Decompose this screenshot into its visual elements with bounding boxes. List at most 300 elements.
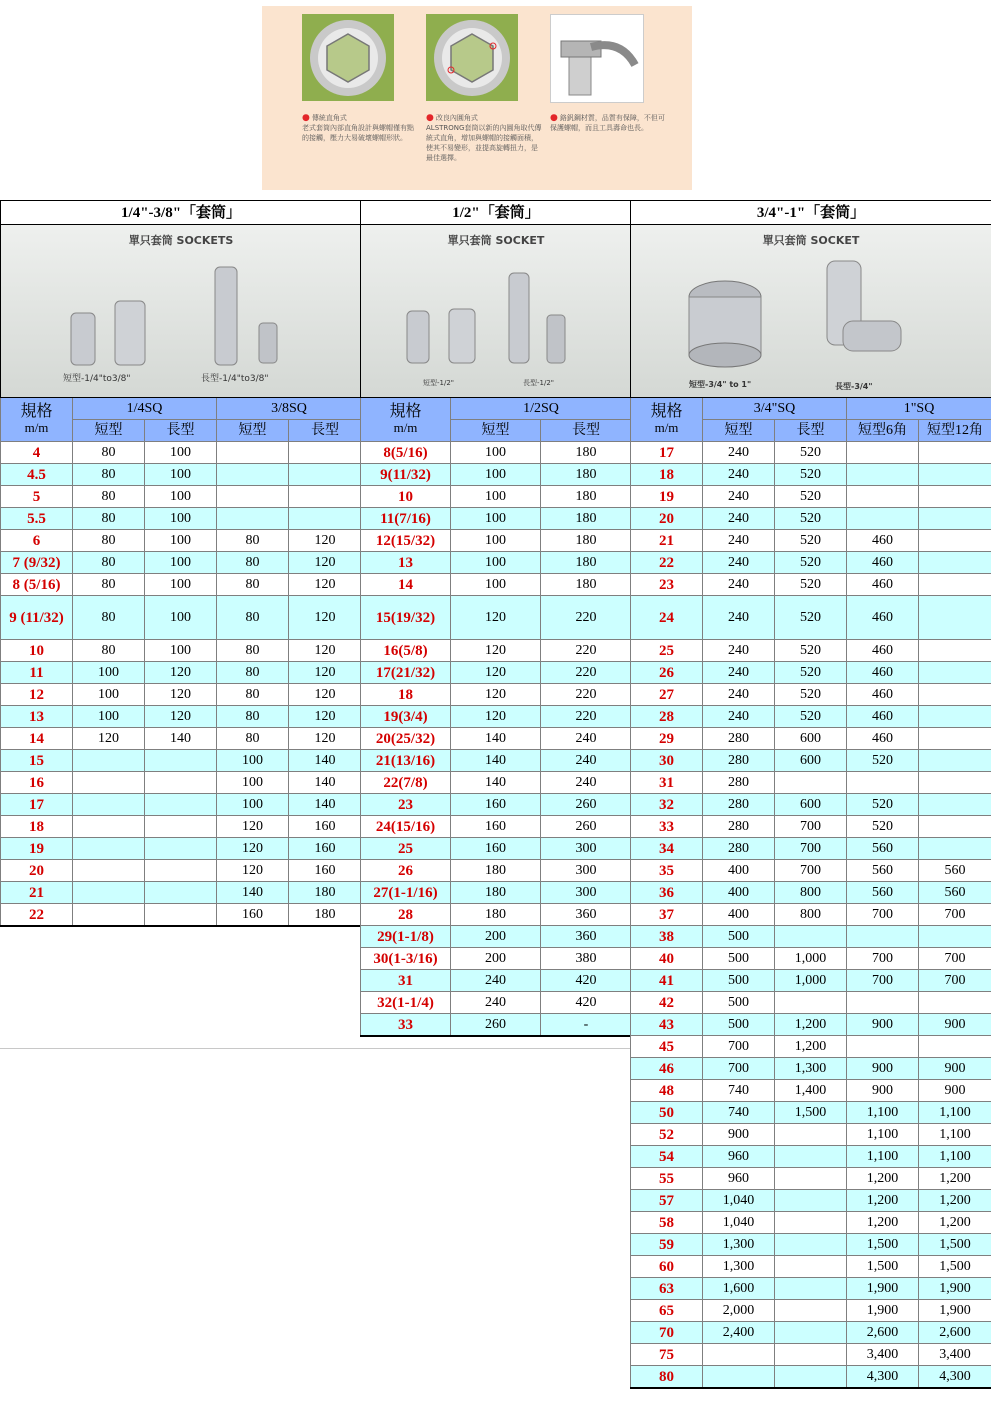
table-row — [631, 794, 991, 816]
size-cell: 33 — [631, 816, 703, 838]
price-cell — [145, 816, 217, 838]
price-cell: 520 — [775, 530, 847, 552]
price-cell: 360 — [541, 904, 632, 926]
price-cell — [775, 1124, 847, 1146]
price-cell: 3,400 — [847, 1344, 919, 1366]
col-header: 短型 — [217, 420, 289, 442]
price-cell — [847, 772, 919, 794]
price-cell — [775, 1146, 847, 1168]
price-cell: 220 — [541, 684, 632, 706]
price-cell: 1,200 — [847, 1168, 919, 1190]
price-cell — [775, 772, 847, 794]
spec-header: 規格 m/m — [631, 398, 703, 442]
price-cell: 240 — [703, 486, 775, 508]
price-cell: 180 — [289, 904, 362, 927]
size-cell: 36 — [631, 882, 703, 904]
price-cell: 100 — [451, 442, 541, 464]
price-cell: 2,600 — [919, 1322, 991, 1344]
price-cell: 960 — [703, 1146, 775, 1168]
size-cell: 19 — [1, 838, 73, 860]
price-cell: 240 — [703, 552, 775, 574]
price-cell: 560 — [847, 860, 919, 882]
price-cell: 520 — [775, 662, 847, 684]
size-cell: 22 — [631, 552, 703, 574]
price-cell: 120 — [289, 684, 362, 706]
price-cell: 500 — [703, 970, 775, 992]
price-cell — [73, 816, 145, 838]
table-row — [361, 1014, 632, 1037]
price-cell: 100 — [451, 574, 541, 596]
table-row — [631, 1278, 991, 1300]
price-cell: 1,900 — [847, 1300, 919, 1322]
table-row — [631, 486, 991, 508]
price-cell: 700 — [847, 970, 919, 992]
price-cell: 80 — [73, 574, 145, 596]
spec-header: 規格 m/m — [1, 398, 73, 442]
price-cell — [703, 1366, 775, 1389]
price-cell — [775, 1256, 847, 1278]
table-row — [1, 750, 362, 772]
size-cell: 40 — [631, 948, 703, 970]
price-cell — [919, 750, 991, 772]
price-cell — [73, 860, 145, 882]
price-cell: 80 — [73, 640, 145, 662]
price-cell: 80 — [73, 530, 145, 552]
price-cell: 120 — [73, 728, 145, 750]
table-row — [631, 816, 991, 838]
price-cell: 80 — [217, 596, 289, 640]
size-cell: 21 — [631, 530, 703, 552]
price-cell: 80 — [73, 442, 145, 464]
price-cell — [775, 1366, 847, 1389]
product-photo — [361, 225, 632, 398]
size-cell: 11 — [1, 662, 73, 684]
price-cell: 220 — [541, 706, 632, 728]
price-cell: 180 — [541, 552, 632, 574]
size-cell: 7 (9/32) — [1, 552, 73, 574]
table-row — [631, 1366, 991, 1389]
price-cell — [73, 750, 145, 772]
price-cell — [919, 442, 991, 464]
price-cell: 460 — [847, 684, 919, 706]
price-cell: 240 — [703, 530, 775, 552]
socket-photo-icon — [631, 225, 990, 397]
price-cell: 1,000 — [775, 970, 847, 992]
table-row — [1, 904, 362, 927]
price-cell: 120 — [145, 684, 217, 706]
price-cell: 140 — [289, 794, 362, 816]
table-row — [1, 596, 362, 640]
table-row — [631, 1300, 991, 1322]
price-cell: 80 — [73, 508, 145, 530]
price-cell: 4,300 — [919, 1366, 991, 1389]
price-cell: 700 — [775, 816, 847, 838]
size-cell: 21(13/16) — [361, 750, 451, 772]
size-cell: 80 — [631, 1366, 703, 1389]
size-cell: 65 — [631, 1300, 703, 1322]
price-cell: 120 — [289, 574, 362, 596]
price-cell: 180 — [541, 442, 632, 464]
price-cell: 1,200 — [775, 1014, 847, 1036]
table-row — [631, 662, 991, 684]
table-row — [361, 662, 632, 684]
price-cell: 120 — [289, 706, 362, 728]
price-cell: 80 — [217, 662, 289, 684]
size-cell: 13 — [361, 552, 451, 574]
size-cell: 29 — [631, 728, 703, 750]
size-cell: 27(1-1/16) — [361, 882, 451, 904]
price-cell: 1,200 — [919, 1168, 991, 1190]
table-row — [631, 1102, 991, 1124]
table-row — [1, 574, 362, 596]
table-row — [631, 838, 991, 860]
price-cell: 800 — [775, 904, 847, 926]
size-cell: 18 — [361, 684, 451, 706]
table-row — [1, 684, 362, 706]
size-cell: 17(21/32) — [361, 662, 451, 684]
price-cell: 100 — [145, 552, 217, 574]
group-header: 1/4SQ — [73, 398, 217, 420]
price-cell: 100 — [145, 640, 217, 662]
price-cell: 120 — [289, 662, 362, 684]
price-cell: 300 — [541, 882, 632, 904]
price-cell: 180 — [541, 574, 632, 596]
price-cell: 400 — [703, 904, 775, 926]
price-cell: 500 — [703, 1014, 775, 1036]
price-cell — [145, 904, 217, 927]
table-row — [631, 948, 991, 970]
size-cell: 45 — [631, 1036, 703, 1058]
table-row — [631, 684, 991, 706]
size-cell: 59 — [631, 1234, 703, 1256]
price-cell — [919, 794, 991, 816]
price-cell: 460 — [847, 662, 919, 684]
table-row — [1, 508, 362, 530]
table-row — [631, 1036, 991, 1058]
intro-banner — [262, 6, 692, 190]
price-cell: 240 — [541, 728, 632, 750]
price-cell: 120 — [451, 596, 541, 640]
price-cell — [847, 926, 919, 948]
table-row — [1, 552, 362, 574]
round-corner-socket-illustration — [426, 14, 518, 101]
price-cell: 140 — [451, 750, 541, 772]
price-cell: 900 — [703, 1124, 775, 1146]
price-cell: 520 — [775, 684, 847, 706]
socket-table-quarter-to-three-eighths — [0, 200, 362, 927]
price-cell: 240 — [703, 662, 775, 684]
price-cell: 120 — [289, 596, 362, 640]
size-cell: 20 — [1, 860, 73, 882]
price-cell: 120 — [289, 728, 362, 750]
price-cell: 120 — [451, 662, 541, 684]
price-cell: 180 — [541, 530, 632, 552]
size-cell: 55 — [631, 1168, 703, 1190]
wrench-socket-illustration — [550, 14, 644, 103]
size-cell: 6 — [1, 530, 73, 552]
price-cell: 100 — [217, 794, 289, 816]
price-cell: 1,500 — [919, 1234, 991, 1256]
table-row — [361, 794, 632, 816]
col-header: 長型 — [775, 420, 847, 442]
size-cell: 35 — [631, 860, 703, 882]
size-cell: 24 — [631, 596, 703, 640]
price-cell: 1,200 — [775, 1036, 847, 1058]
table-row — [631, 706, 991, 728]
size-cell: 16(5/8) — [361, 640, 451, 662]
price-cell — [775, 1168, 847, 1190]
size-cell: 41 — [631, 970, 703, 992]
size-cell: 58 — [631, 1212, 703, 1234]
group-header: 3/4"SQ — [703, 398, 847, 420]
price-cell: 240 — [703, 640, 775, 662]
price-cell: 100 — [73, 684, 145, 706]
price-cell: 180 — [541, 486, 632, 508]
table-row — [1, 728, 362, 750]
size-cell: 15(19/32) — [361, 596, 451, 640]
table-row — [361, 552, 632, 574]
table-row — [361, 750, 632, 772]
price-cell — [289, 486, 362, 508]
price-cell: 900 — [919, 1058, 991, 1080]
price-cell: 80 — [73, 464, 145, 486]
price-cell: 280 — [703, 838, 775, 860]
size-cell: 31 — [631, 772, 703, 794]
price-cell — [775, 992, 847, 1014]
price-cell — [289, 464, 362, 486]
size-cell: 50 — [631, 1102, 703, 1124]
price-cell: 160 — [451, 816, 541, 838]
price-cell — [919, 486, 991, 508]
col-header: 短型 — [451, 420, 541, 442]
table-row — [361, 948, 632, 970]
table-row — [631, 596, 991, 640]
price-cell — [73, 904, 145, 927]
price-cell: 140 — [289, 750, 362, 772]
price-cell: 120 — [289, 552, 362, 574]
price-cell — [919, 574, 991, 596]
size-cell: 25 — [361, 838, 451, 860]
size-cell: 8(5/16) — [361, 442, 451, 464]
price-cell: 1,900 — [919, 1300, 991, 1322]
price-cell: 100 — [217, 750, 289, 772]
table-row — [361, 926, 632, 948]
size-cell: 33 — [361, 1014, 451, 1037]
size-cell: 5 — [1, 486, 73, 508]
price-cell: 600 — [775, 728, 847, 750]
price-cell: 100 — [145, 508, 217, 530]
table-row — [361, 860, 632, 882]
price-cell: 460 — [847, 728, 919, 750]
table-row — [361, 530, 632, 552]
price-cell: 1,100 — [919, 1124, 991, 1146]
price-cell: 1,500 — [775, 1102, 847, 1124]
price-cell: 700 — [703, 1058, 775, 1080]
size-cell: 9 (11/32) — [1, 596, 73, 640]
price-cell: 460 — [847, 530, 919, 552]
price-cell: 160 — [289, 838, 362, 860]
table-row — [631, 1322, 991, 1344]
table-row — [631, 442, 991, 464]
price-cell: 180 — [451, 904, 541, 926]
price-cell: 1,100 — [919, 1146, 991, 1168]
price-cell — [217, 508, 289, 530]
table-row — [361, 838, 632, 860]
table-row — [631, 530, 991, 552]
size-cell: 10 — [361, 486, 451, 508]
price-cell — [73, 772, 145, 794]
price-cell: 280 — [703, 772, 775, 794]
price-cell — [919, 640, 991, 662]
table-row — [1, 816, 362, 838]
size-cell: 19(3/4) — [361, 706, 451, 728]
photo-label-long: 長型-3/4" — [835, 382, 873, 391]
table-row — [1, 530, 362, 552]
table-row — [361, 970, 632, 992]
price-cell: 500 — [703, 926, 775, 948]
size-cell: 5.5 — [1, 508, 73, 530]
price-cell: 460 — [847, 640, 919, 662]
size-cell: 32(1-1/4) — [361, 992, 451, 1014]
price-cell: 2,400 — [703, 1322, 775, 1344]
price-cell: 900 — [847, 1058, 919, 1080]
price-cell: 160 — [289, 860, 362, 882]
price-cell: 460 — [847, 596, 919, 640]
price-cell: 100 — [145, 596, 217, 640]
price-cell — [919, 706, 991, 728]
price-cell: 4,300 — [847, 1366, 919, 1389]
price-cell: 120 — [217, 860, 289, 882]
price-cell — [145, 750, 217, 772]
socket-photo-icon — [1, 225, 360, 397]
price-cell: 220 — [541, 662, 632, 684]
price-cell: 180 — [451, 882, 541, 904]
table-row — [631, 1058, 991, 1080]
size-cell: 9(11/32) — [361, 464, 451, 486]
intro-note-3: ● 鉻釩鋼材質，品質有保障，不但可保護螺帽，而且工具壽命也長。 — [550, 113, 665, 132]
price-cell: 160 — [451, 794, 541, 816]
size-cell: 28 — [631, 706, 703, 728]
table-row — [631, 1080, 991, 1102]
size-cell: 15 — [1, 750, 73, 772]
size-cell: 60 — [631, 1256, 703, 1278]
price-cell: 1,500 — [847, 1256, 919, 1278]
size-cell: 70 — [631, 1322, 703, 1344]
col-header: 短型6角 — [847, 420, 919, 442]
price-cell: 240 — [541, 750, 632, 772]
price-cell — [847, 464, 919, 486]
price-cell — [145, 838, 217, 860]
price-cell: 140 — [451, 728, 541, 750]
table-row — [631, 970, 991, 992]
price-cell — [217, 464, 289, 486]
col-header: 長型 — [289, 420, 362, 442]
price-cell — [919, 772, 991, 794]
price-cell: - — [541, 1014, 632, 1037]
size-cell: 12 — [1, 684, 73, 706]
price-cell: 520 — [775, 596, 847, 640]
size-cell: 48 — [631, 1080, 703, 1102]
product-photo — [631, 225, 991, 398]
price-cell: 200 — [451, 948, 541, 970]
price-cell — [775, 1344, 847, 1366]
price-cell — [775, 1234, 847, 1256]
price-cell — [775, 1190, 847, 1212]
price-cell: 560 — [847, 838, 919, 860]
size-cell: 21 — [1, 882, 73, 904]
price-cell — [145, 794, 217, 816]
size-cell: 18 — [1, 816, 73, 838]
spec-header: 規格 m/m — [361, 398, 451, 442]
price-cell: 520 — [847, 816, 919, 838]
price-cell: 520 — [847, 750, 919, 772]
table-row — [1, 772, 362, 794]
price-cell: 240 — [703, 706, 775, 728]
price-cell — [919, 684, 991, 706]
size-cell: 26 — [631, 662, 703, 684]
table-row — [361, 464, 632, 486]
price-cell: 700 — [703, 1036, 775, 1058]
price-cell: 1,200 — [847, 1190, 919, 1212]
price-cell: 180 — [541, 464, 632, 486]
table-row — [361, 486, 632, 508]
photo-caption: 單只套筒 SOCKET — [447, 234, 545, 247]
col-header: 短型12角 — [919, 420, 991, 442]
price-cell: 140 — [451, 772, 541, 794]
intro-note-2: ● 改良內圓角式 ALSTRONG套筒以新的內圓角取代傳統式直角，增加與螺帽的接觸面積，使其不易變形，並提高旋轉扭力，是最佳選擇。 — [426, 113, 542, 162]
price-cell: 280 — [703, 794, 775, 816]
price-cell: 700 — [919, 948, 991, 970]
price-cell: 80 — [217, 640, 289, 662]
price-cell: 240 — [703, 464, 775, 486]
price-cell: 900 — [847, 1014, 919, 1036]
price-cell: 500 — [703, 948, 775, 970]
size-cell: 18 — [631, 464, 703, 486]
price-cell: 1,200 — [919, 1190, 991, 1212]
price-cell: 260 — [541, 794, 632, 816]
price-cell: 800 — [775, 882, 847, 904]
table-row — [631, 1344, 991, 1366]
size-cell: 22(7/8) — [361, 772, 451, 794]
price-cell — [703, 1344, 775, 1366]
table-row — [631, 1146, 991, 1168]
size-cell: 4 — [1, 442, 73, 464]
table-row — [361, 574, 632, 596]
price-cell: 240 — [703, 596, 775, 640]
price-cell: 120 — [289, 530, 362, 552]
price-cell: 1,300 — [703, 1234, 775, 1256]
price-cell: 1,600 — [703, 1278, 775, 1300]
table-row — [631, 992, 991, 1014]
size-cell: 26 — [361, 860, 451, 882]
intro-note-1: ● 傳統直角式 老式套筒內部直角設計與螺帽僅有點的接觸，壓力大易破壞螺帽形狀。 — [302, 113, 414, 142]
price-cell: 560 — [919, 882, 991, 904]
photo-label-long: 長型-1/2" — [523, 379, 555, 387]
price-cell: 180 — [451, 860, 541, 882]
price-cell: 100 — [145, 486, 217, 508]
price-cell — [775, 1278, 847, 1300]
price-cell — [847, 1036, 919, 1058]
price-cell: 520 — [775, 464, 847, 486]
price-cell: 120 — [451, 640, 541, 662]
price-cell: 80 — [217, 574, 289, 596]
group-header: 1/2SQ — [451, 398, 632, 420]
price-cell: 1,200 — [847, 1212, 919, 1234]
size-cell: 11(7/16) — [361, 508, 451, 530]
price-cell: 900 — [919, 1080, 991, 1102]
size-cell: 46 — [631, 1058, 703, 1080]
section-title: 3/4"-1"「套筒」 — [631, 201, 991, 225]
